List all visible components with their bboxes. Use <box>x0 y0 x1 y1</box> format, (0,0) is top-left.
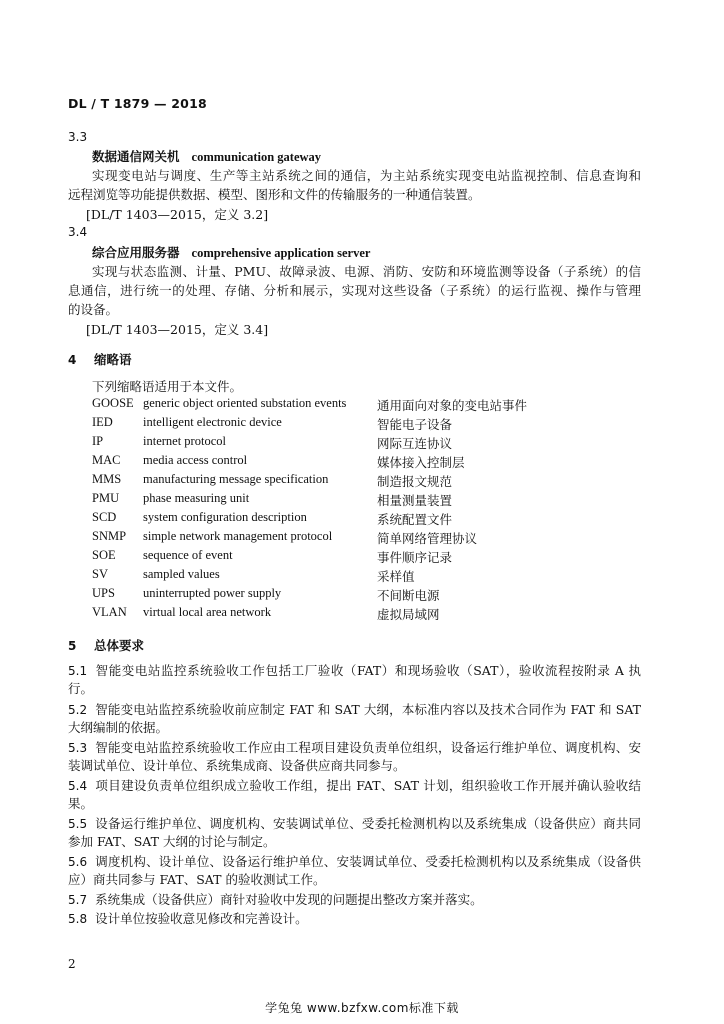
abbr-english: media access control <box>143 453 248 467</box>
abbr-chinese: 虚拟局域网 <box>377 607 440 622</box>
clause-3-4-term <box>92 243 370 261</box>
item-number: 5.6 <box>68 855 88 869</box>
definition-reference: [DL/T 1403—2015，定义 3.4] <box>86 322 269 337</box>
item-number: 5.2 <box>68 703 88 717</box>
abbr-english: phase measuring unit <box>143 491 250 505</box>
watermark-footer: 学兔兔 www.bzfxw.com标准下载 <box>265 1001 459 1015</box>
abbr: UPS <box>92 586 115 600</box>
abbr: SCD <box>92 510 117 524</box>
definition-line: 实现变电站与调度、生产等主站系统之间的通信，为主站系统实现变电站监视控制、信息查询和 <box>92 168 641 183</box>
item-text: 设计单位按验收意见修改和完善设计。 <box>95 911 308 926</box>
abbr: MAC <box>92 453 121 467</box>
abbr: MMS <box>92 472 122 486</box>
item-number: 5.3 <box>68 741 88 755</box>
abbr: IP <box>92 434 104 448</box>
section-title: 总体要求 <box>94 638 145 653</box>
abbr-chinese: 采样值 <box>377 569 415 584</box>
abbr: PMU <box>92 491 120 505</box>
requirement-item <box>68 739 641 775</box>
abbr: SOE <box>92 548 116 562</box>
abbr: SNMP <box>92 529 127 543</box>
abbr-english: virtual local area network <box>143 605 272 619</box>
clause-3-3-number: 3.3 <box>68 130 88 144</box>
item-text: 智能变电站监控系统验收工作包括工厂验收（FAT）和现场验收（SAT），验收流程按附录 A 执行。 <box>68 663 641 696</box>
abbr-english: internet protocol <box>143 434 226 448</box>
abbr-english: sequence of event <box>143 548 233 562</box>
abbr-chinese: 系统配置文件 <box>377 512 453 527</box>
abbr-chinese: 媒体接入控制层 <box>377 455 465 470</box>
section-number: 5 <box>68 639 77 653</box>
definition-line: 实现与状态监测、计量、PMU、故障录波、电源、消防、安防和环境监测等设备（子系统）的信 <box>92 264 641 279</box>
term-cn: 数据通信网关机 <box>92 149 180 164</box>
abbr-english: simple network management protocol <box>143 529 333 543</box>
requirement-item <box>68 910 641 928</box>
abbr-chinese: 相量测量装置 <box>377 493 453 508</box>
section-number: 4 <box>68 353 77 367</box>
item-text: 项目建设负责单位组织成立验收工作组，提出 FAT、SAT 计划，组织验收工作开展并确认验收结果。 <box>68 778 641 811</box>
item-text: 智能变电站监控系统验收工作应由工程项目建设负责单位组织，设备运行维护单位、调度机构、安装调试单位、设计单位、系统集成商、设备供应商共同参与。 <box>68 740 641 773</box>
abbr-chinese: 简单网络管理协议 <box>377 531 478 546</box>
section-title: 缩略语 <box>94 352 132 367</box>
abbr-english: intelligent electronic device <box>143 415 282 429</box>
abbr: IED <box>92 415 113 429</box>
term-en: comprehensive application server <box>191 246 371 260</box>
definition-line: 的设备。 <box>68 302 119 317</box>
definition-line: 息通信，进行统一的处理、存储、分析和展示，实现对这些设备（子系统）的运行监视、操作与管理 <box>68 283 641 298</box>
abbr: SV <box>92 567 108 581</box>
requirement-item <box>68 815 641 851</box>
abbr-chinese: 网际互连协议 <box>377 436 453 451</box>
requirement-item <box>68 662 641 698</box>
abbr-chinese: 不间断电源 <box>377 588 440 603</box>
abbr: VLAN <box>92 605 127 619</box>
abbr-english: uninterrupted power supply <box>143 586 282 600</box>
abbr-english: manufacturing message specification <box>143 472 329 486</box>
abbr-english: sampled values <box>143 567 220 581</box>
clause-3-3-term <box>92 147 321 165</box>
definition-line: 远程浏览等功能提供数据、模型、图形和文件的传输服务的一种通信装置。 <box>68 187 481 202</box>
item-number: 5.1 <box>68 664 88 678</box>
abbr-chinese: 智能电子设备 <box>377 417 453 432</box>
item-text: 智能变电站监控系统验收前应制定 FAT 和 SAT 大纲，本标准内容以及技术合同作为 FAT 和 SAT 大纲编制的依据。 <box>68 702 641 735</box>
item-number: 5.4 <box>68 779 88 793</box>
term-cn: 综合应用服务器 <box>92 245 180 260</box>
abbreviations-intro: 下列缩略语适用于本文件。 <box>92 379 243 394</box>
abbr-english: system configuration description <box>143 510 307 524</box>
item-text: 系统集成（设备供应）商针对验收中发现的问题提出整改方案并落实。 <box>95 892 483 907</box>
item-text: 调度机构、设计单位、设备运行维护单位、安装调试单位、受委托检测机构以及系统集成（设备供应）商共同参与 FAT、SAT 的验收测试工作。 <box>68 854 641 887</box>
term-en: communication gateway <box>191 150 322 164</box>
requirement-item <box>68 853 641 889</box>
page-number: 2 <box>68 957 76 971</box>
requirement-item <box>68 891 641 909</box>
clause-3-4-number: 3.4 <box>68 225 88 239</box>
abbr: GOOSE <box>92 396 134 410</box>
requirement-item <box>68 777 641 813</box>
abbr-chinese: 通用面向对象的变电站事件 <box>377 398 528 413</box>
definition-reference: [DL/T 1403—2015，定义 3.2] <box>86 207 269 222</box>
abbr-chinese: 事件顺序记录 <box>377 550 453 565</box>
requirement-item <box>68 701 641 737</box>
section-5-heading <box>68 636 144 654</box>
abbr-chinese: 制造报文规范 <box>377 474 453 489</box>
item-number: 5.5 <box>68 817 88 831</box>
section-4-heading <box>68 350 132 368</box>
item-number: 5.8 <box>68 912 88 926</box>
item-number: 5.7 <box>68 893 88 907</box>
abbr-english: generic object oriented substation events <box>143 396 347 410</box>
item-text: 设备运行维护单位、调度机构、安装调试单位、受委托检测机构以及系统集成（设备供应）商共同参加 FAT、SAT 大纲的讨论与制定。 <box>68 816 641 849</box>
standard-number: DL / T 1879 — 2018 <box>68 96 207 111</box>
